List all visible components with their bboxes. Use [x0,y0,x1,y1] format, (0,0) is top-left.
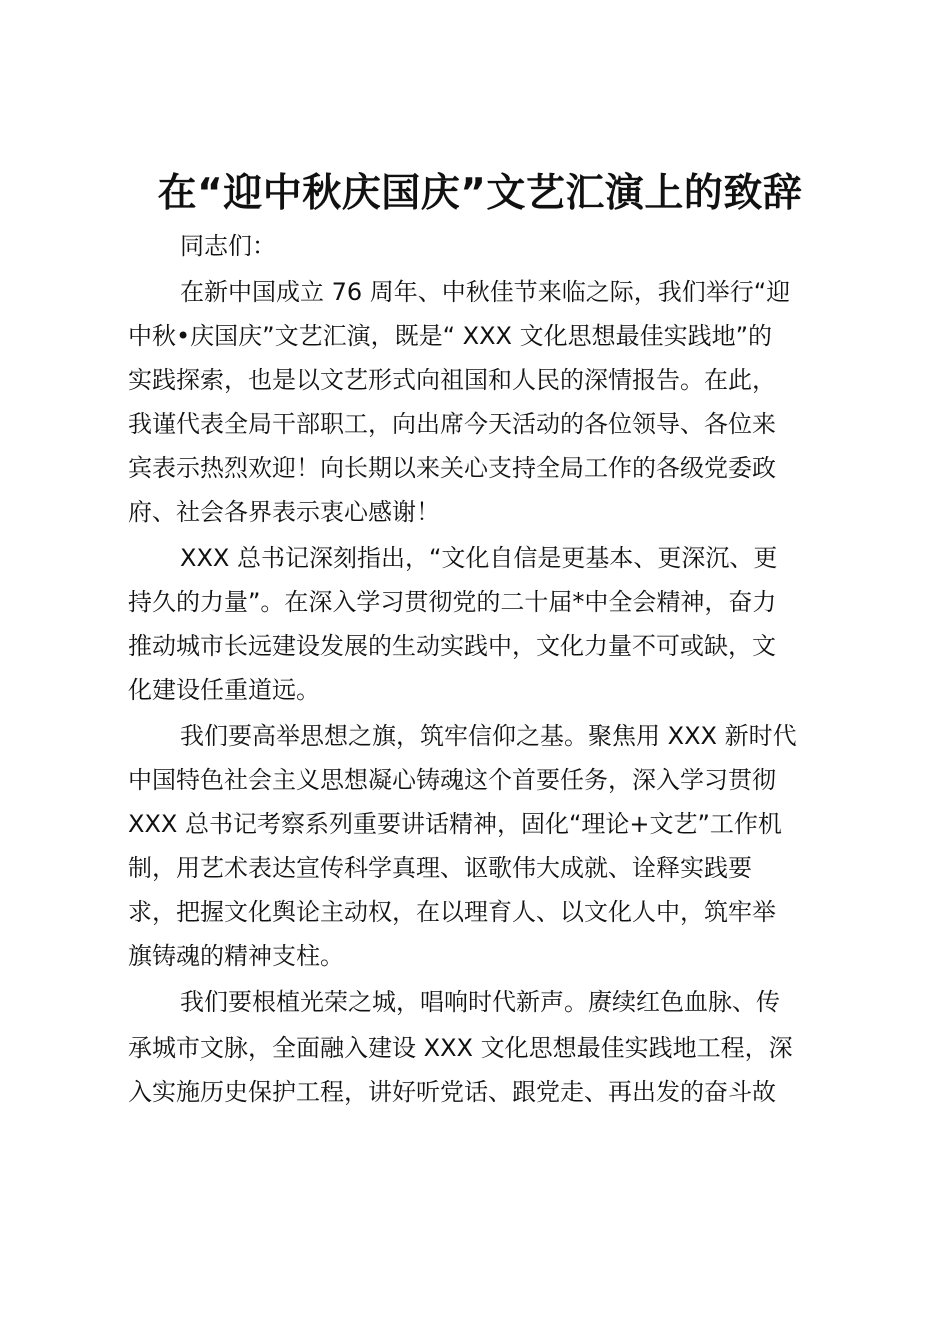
text-line: XXX 总书记深刻指出，“文化自信是更基本、更深沉、更 [180,544,778,572]
text-line: 承城市文脉，全面融入建设 XXX 文化思想最佳实践地工程，深 [128,1034,793,1062]
text-line: 我们要根植光荣之城，唱响时代新声。赓续红色血脉、传 [180,988,780,1016]
text-line: 入实施历史保护工程，讲好听党话、跟党走、再出发的奋斗故 [128,1078,776,1106]
salutation: 同志们： [180,232,276,260]
text-line: 在新中国成立 76 周年、中秋佳节来临之际，我们举行“迎 [180,278,791,306]
text-line: 求，把握文化舆论主动权，在以理育人、以文化人中，筑牢举 [128,898,776,926]
text-line: 制，用艺术表达宣传科学真理、讴歌伟大成就、诠释实践要 [128,854,752,882]
text-line: 宾表示热烈欢迎！向长期以来关心支持全局工作的各级党委政 [128,454,776,482]
text-line: 推动城市长远建设发展的生动实践中，文化力量不可或缺，文 [128,632,776,660]
text-line: 我们要高举思想之旗，筑牢信仰之基。聚焦用 XXX 新时代 [180,722,797,750]
text-line: 旗铸魂的精神支柱。 [128,942,344,970]
text-line: 实践探索，也是以文艺形式向祖国和人民的深情报告。在此， [128,366,776,394]
text-line: 持久的力量”。在深入学习贯彻党的二十届*中全会精神，奋力 [128,588,777,616]
text-line: 中秋•庆国庆”文艺汇演，既是“ XXX 文化思想最佳实践地”的 [128,322,773,350]
text-line: 中国特色社会主义思想凝心铸魂这个首要任务，深入学习贯彻 [128,766,776,794]
text-line: 化建设任重道远。 [128,676,320,704]
text-line: 府、社会各界表示衷心感谢！ [128,498,440,526]
text-line: 我谨代表全局干部职工，向出席今天活动的各位领导、各位来 [128,410,776,438]
document-title: 在“迎中秋庆国庆”文艺汇演上的致辞 [157,171,803,216]
text-line: XXX 总书记考察系列重要讲话精神，固化“理论+文艺”工作机 [128,810,782,838]
